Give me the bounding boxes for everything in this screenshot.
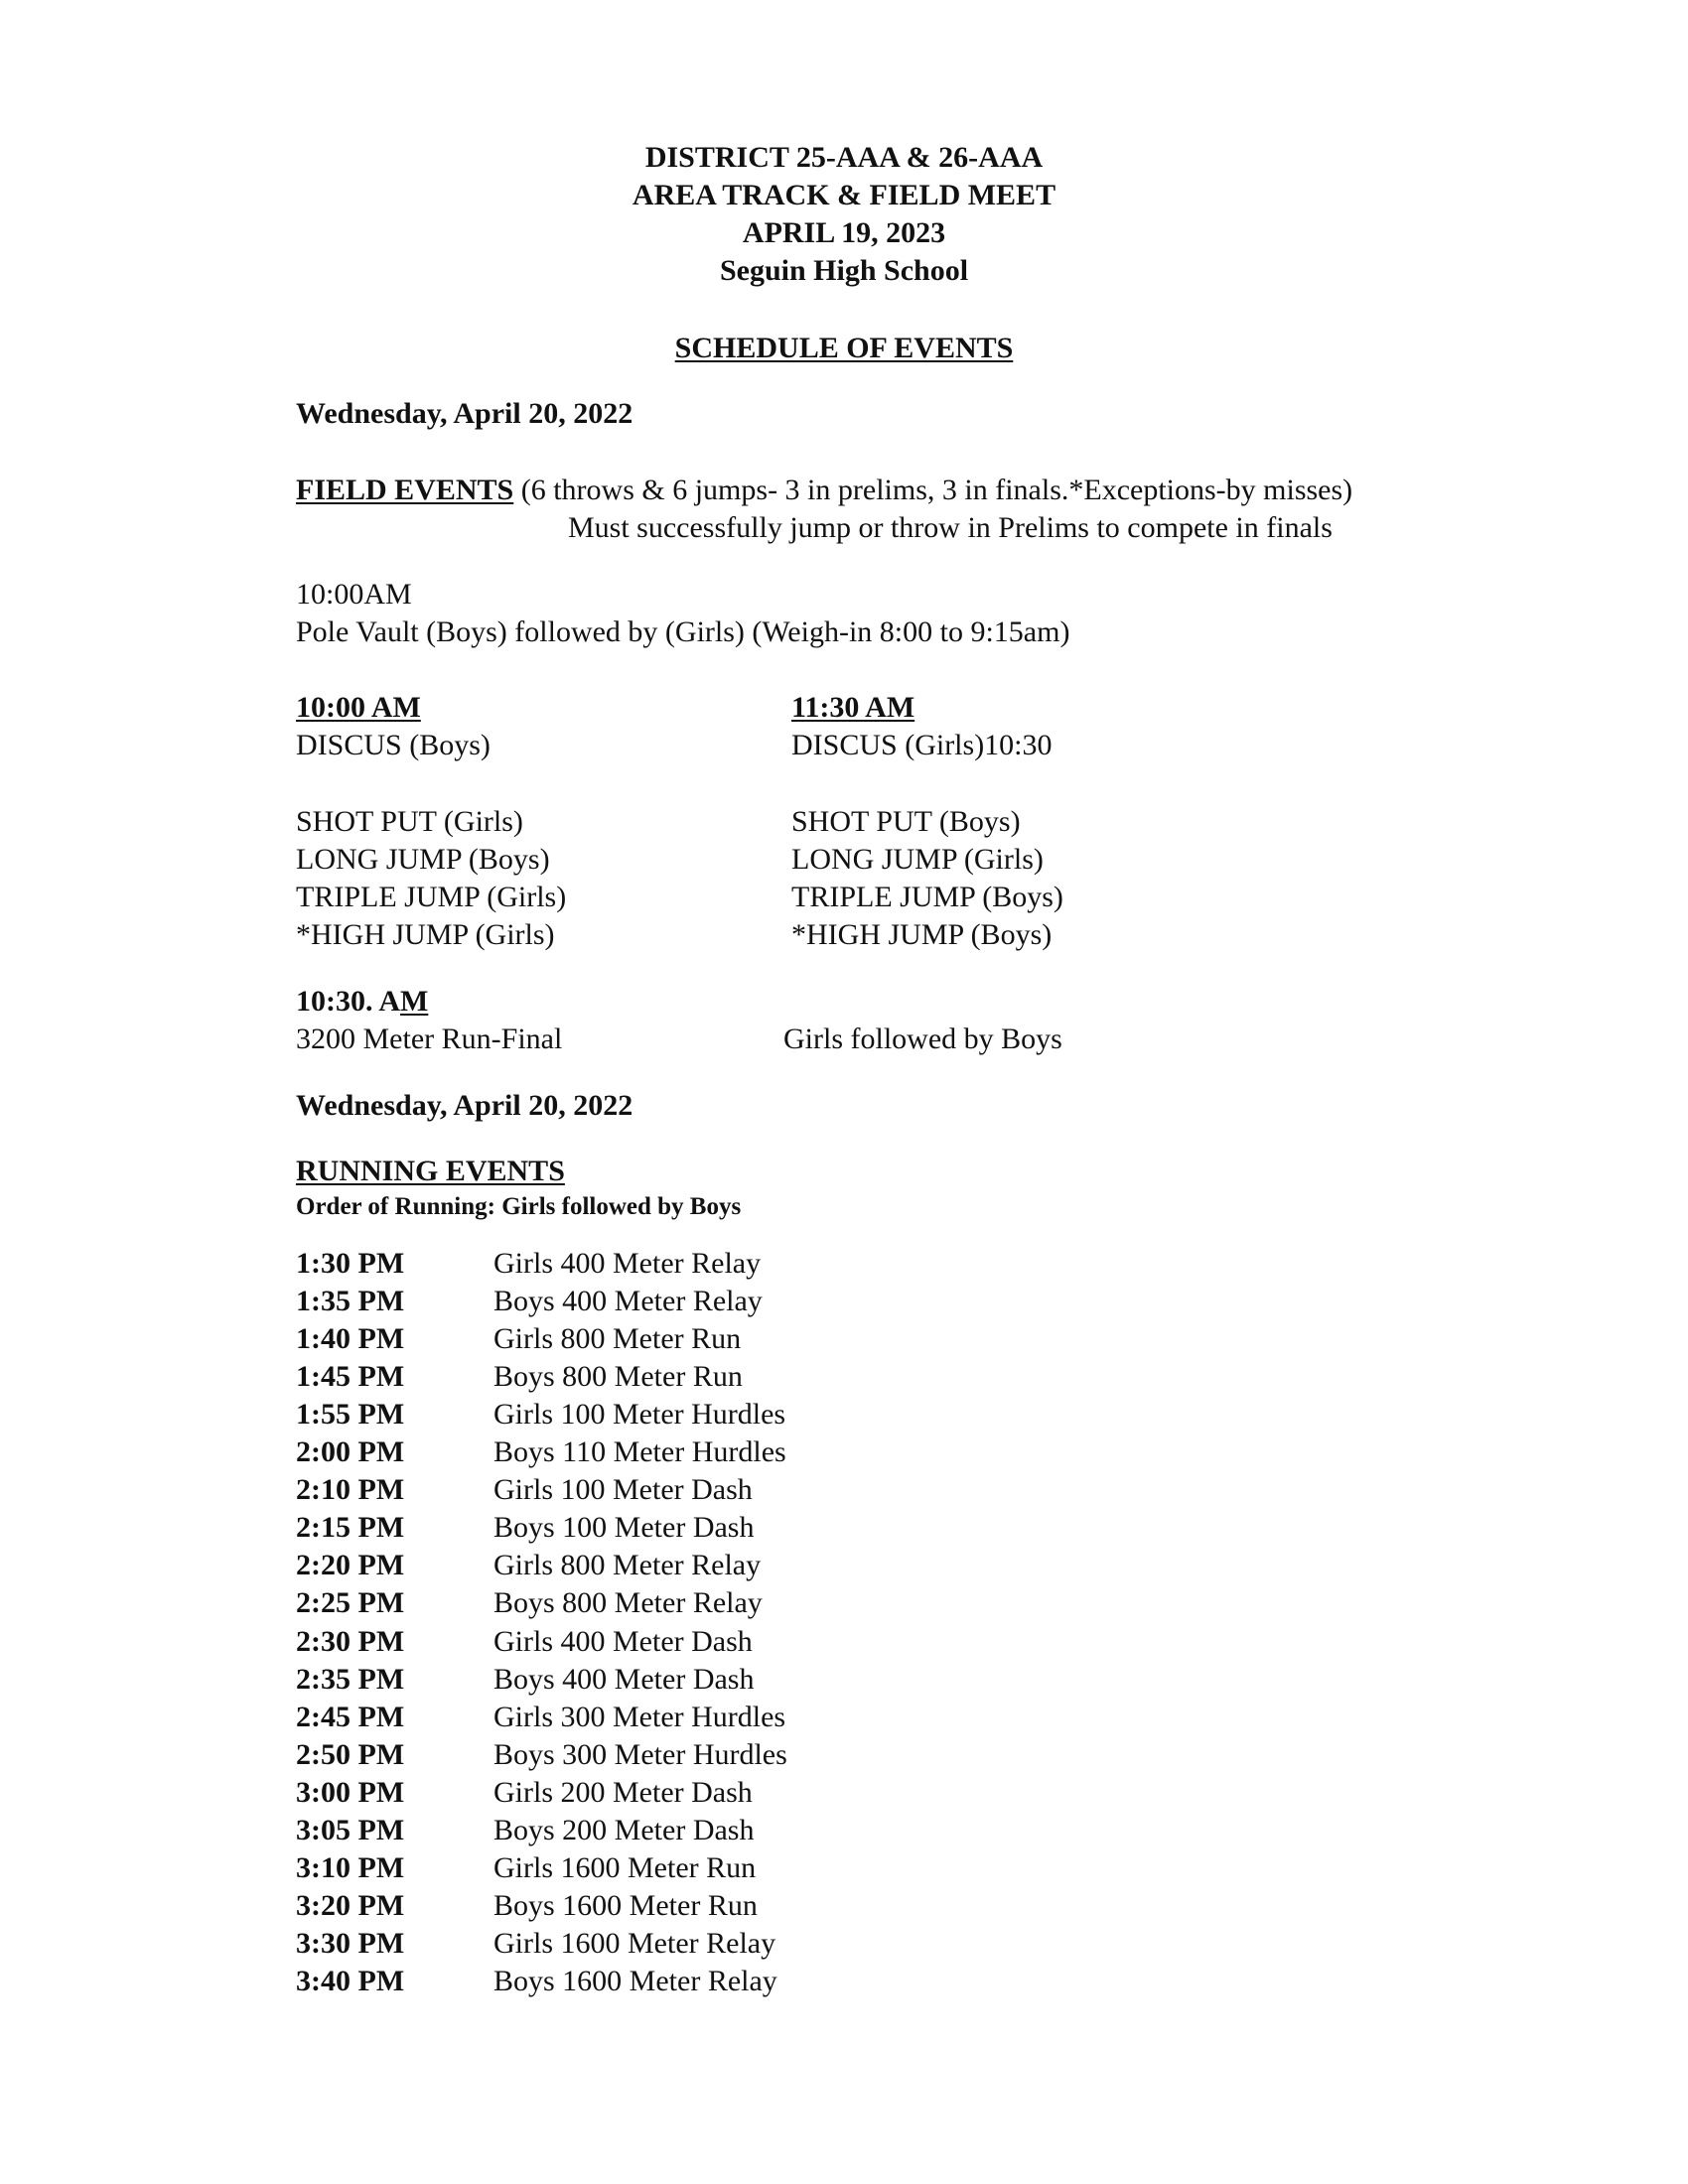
running-event-name: Girls 400 Meter Relay — [493, 1247, 762, 1280]
pole-vault-event: Pole Vault (Boys) followed by (Girls) (Weigh-in 8:00 to 9:15am) — [296, 615, 1070, 648]
field-heading-line — [296, 474, 1352, 507]
running-event-time: 3:40 PM — [296, 1965, 405, 1997]
field-col2-item: TRIPLE JUMP (Boys) — [791, 881, 1063, 913]
field-col2-item: *HIGH JUMP (Boys) — [791, 918, 1053, 951]
running-event-name: Boys 800 Meter Run — [493, 1360, 743, 1393]
field-col1-item: DISCUS (Boys) — [296, 729, 491, 761]
field-heading-note: (6 throws & 6 jumps- 3 in prelims, 3 in finals.*Exceptions-by misses) — [513, 474, 1353, 506]
running-event-name: Girls 800 Meter Run — [493, 1322, 742, 1355]
field-col1-item: SHOT PUT (Girls) — [296, 805, 523, 838]
field-heading: FIELD EVENTS — [296, 474, 514, 506]
field-col1-item: *HIGH JUMP (Girls) — [296, 918, 555, 951]
running-event-time: 3:05 PM — [296, 1814, 405, 1846]
running-event-name: Girls 100 Meter Hurdles — [493, 1398, 786, 1431]
header-line-1: DISTRICT 25-AAA & 26-AAA — [644, 141, 1044, 174]
field-col1-item: TRIPLE JUMP (Girls) — [296, 881, 567, 913]
field-col2-time-wrap — [791, 691, 914, 725]
field-col2-item: LONG JUMP (Girls) — [791, 843, 1044, 876]
field-col2-time: 11:30 AM — [791, 691, 915, 724]
running-event-time: 1:35 PM — [296, 1285, 405, 1317]
schedule-title-wrap — [0, 332, 1688, 365]
field-col2-item: SHOT PUT (Boys) — [791, 805, 1021, 838]
running-heading-wrap — [296, 1155, 565, 1188]
running-event-time: 2:20 PM — [296, 1549, 405, 1581]
running-event-time: 1:45 PM — [296, 1360, 405, 1393]
running-event-time: 3:20 PM — [296, 1889, 405, 1922]
field-col1-time-wrap — [296, 691, 421, 725]
running-event-name: Boys 200 Meter Dash — [493, 1814, 755, 1846]
running-event-name: Boys 100 Meter Dash — [493, 1511, 755, 1544]
running-event-name: Girls 800 Meter Relay — [493, 1549, 762, 1581]
running-event-time: 2:15 PM — [296, 1511, 405, 1544]
running-event-name: Boys 400 Meter Dash — [493, 1663, 755, 1696]
field-col1-time: 10:00 AM — [296, 691, 421, 724]
run3200-time — [296, 985, 428, 1019]
running-event-name: Girls 1600 Meter Relay — [493, 1927, 776, 1960]
schedule-title: SCHEDULE OF EVENTS — [674, 332, 1014, 364]
running-event-name: Girls 400 Meter Dash — [493, 1625, 753, 1658]
running-event-name: Boys 1600 Meter Run — [493, 1889, 758, 1922]
running-event-name: Boys 300 Meter Hurdles — [493, 1738, 787, 1771]
running-event-name: Girls 100 Meter Dash — [493, 1473, 753, 1506]
running-event-name: Girls 1600 Meter Run — [493, 1851, 757, 1884]
running-event-time: 2:10 PM — [296, 1473, 405, 1506]
running-subheading: Order of Running: Girls followed by Boys — [296, 1193, 742, 1220]
running-event-time: 1:30 PM — [296, 1247, 405, 1280]
running-event-time: 2:35 PM — [296, 1663, 405, 1696]
running-date: Wednesday, April 20, 2022 — [296, 1089, 633, 1122]
pole-vault-time: 10:00AM — [296, 578, 412, 611]
running-event-name: Boys 800 Meter Relay — [493, 1586, 763, 1619]
running-event-time: 1:55 PM — [296, 1398, 405, 1431]
running-event-name: Boys 110 Meter Hurdles — [493, 1435, 786, 1468]
run3200-note: Girls followed by Boys — [783, 1023, 1062, 1055]
field-heading-note-2: Must successfully jump or throw in Prelims to compete in finals — [568, 511, 1333, 544]
running-event-time: 2:50 PM — [296, 1738, 405, 1771]
run3200-time-a: 10:30. A — [296, 985, 400, 1018]
field-date: Wednesday, April 20, 2022 — [296, 397, 633, 430]
running-event-name: Girls 200 Meter Dash — [493, 1776, 753, 1809]
header-line-4: Seguin High School — [719, 254, 969, 287]
running-event-name: Boys 1600 Meter Relay — [493, 1965, 777, 1997]
running-event-time: 3:10 PM — [296, 1851, 405, 1884]
run3200-event: 3200 Meter Run-Final — [296, 1023, 563, 1055]
running-heading: RUNNING EVENTS — [296, 1155, 565, 1187]
running-event-time: 2:30 PM — [296, 1625, 405, 1658]
header-line-3: APRIL 19, 2023 — [742, 216, 946, 249]
run3200-time-b: M — [400, 985, 429, 1018]
running-event-time: 3:00 PM — [296, 1776, 405, 1809]
running-event-time: 3:30 PM — [296, 1927, 405, 1960]
running-event-time: 2:45 PM — [296, 1701, 405, 1733]
running-event-name: Boys 400 Meter Relay — [493, 1285, 763, 1317]
running-event-time: 2:00 PM — [296, 1435, 405, 1468]
running-event-time: 2:25 PM — [296, 1586, 405, 1619]
field-col2-item: DISCUS (Girls)10:30 — [791, 729, 1053, 761]
field-col1-item: LONG JUMP (Boys) — [296, 843, 550, 876]
running-event-name: Girls 300 Meter Hurdles — [493, 1701, 786, 1733]
header-line-2: AREA TRACK & FIELD MEET — [632, 179, 1056, 211]
running-event-time: 1:40 PM — [296, 1322, 405, 1355]
